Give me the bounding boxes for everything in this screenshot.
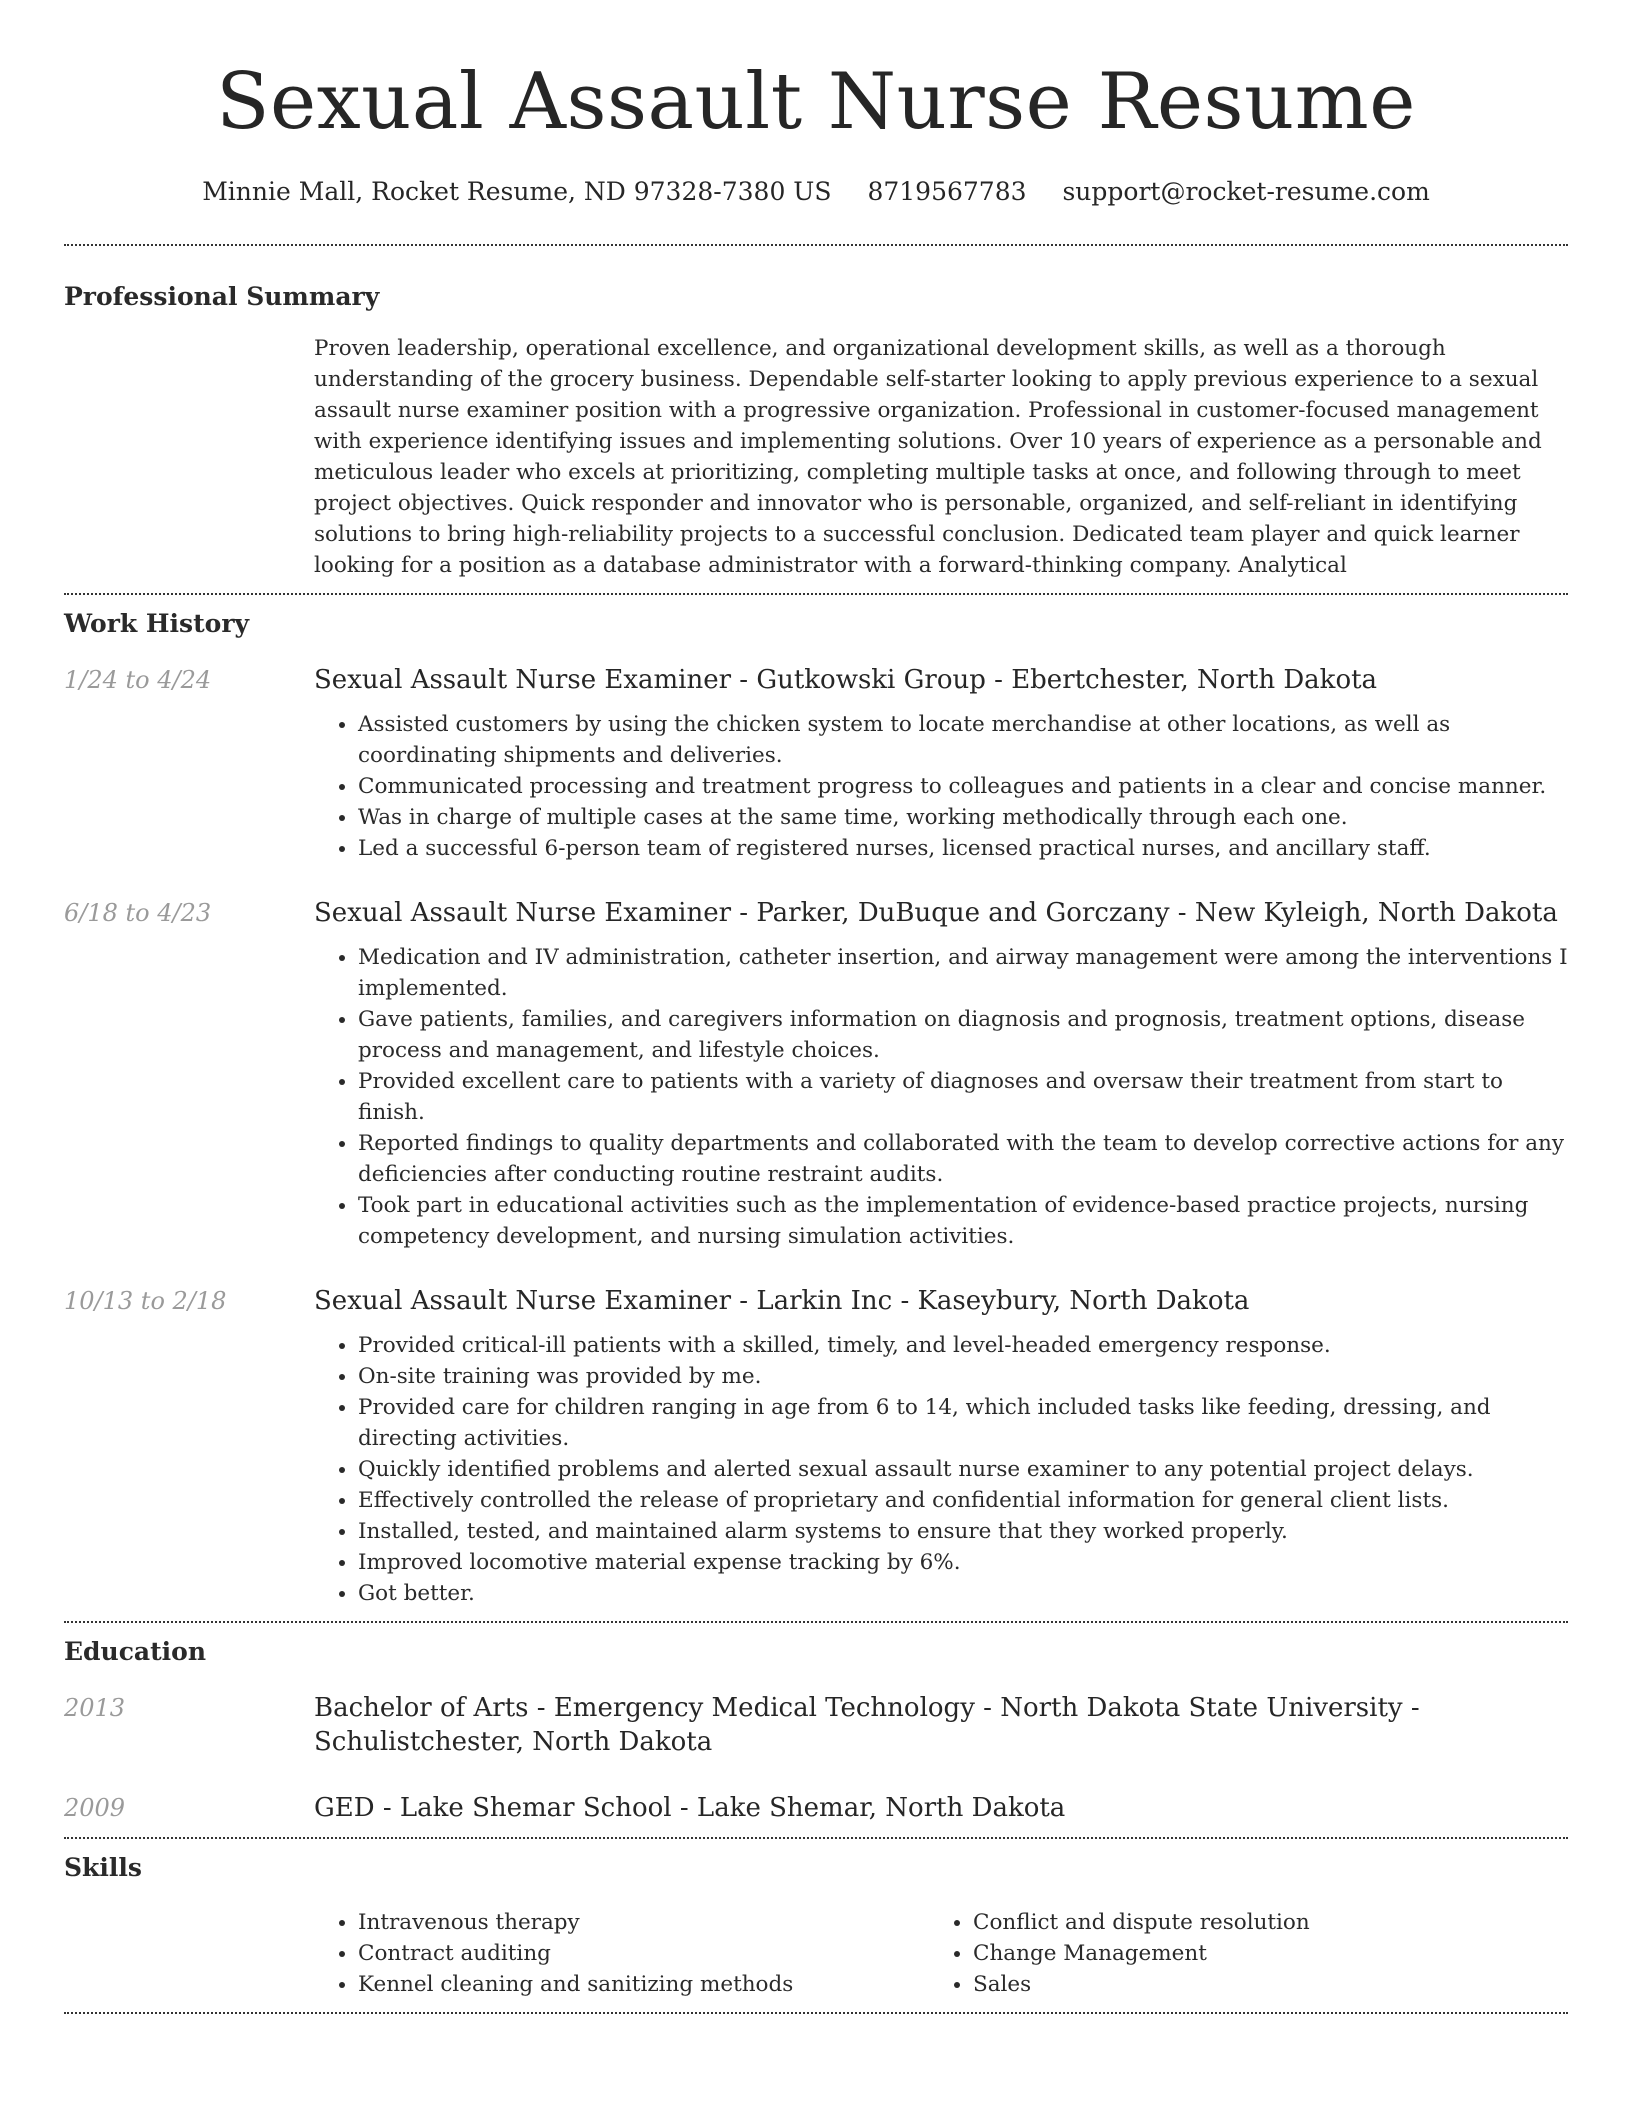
- list-item: • Improved locomotive material expense tracking by 6%.: [358, 1547, 1568, 1578]
- job-dates: 1/24 to 4/24: [64, 666, 212, 694]
- skill-item: • Change Management: [973, 1938, 1544, 1969]
- list-item: • Installed, tested, and maintained alarm systems to ensure that they worked properly.: [358, 1516, 1568, 1547]
- job-title: Sexual Assault Nurse Examiner - Parker, DuBuque and Gorczany - New Kyleigh, North Dakota: [314, 898, 1558, 928]
- education-section: [64, 1623, 1568, 1825]
- education-entry: [64, 1691, 1568, 1759]
- divider: [64, 2012, 1568, 2014]
- job-title: Sexual Assault Nurse Examiner - Gutkowski Group - Ebertchester, North Dakota: [314, 665, 1378, 695]
- education-text: GED - Lake Shemar School - Lake Shemar, North Dakota: [314, 1793, 1066, 1823]
- section-title-education: Education: [64, 1637, 207, 1666]
- list-item: • Provided care for children ranging in age from 6 to 14, which included tasks like feeding, dressing, and directing activities.: [358, 1392, 1568, 1454]
- list-item: • Was in charge of multiple cases at the same time, working methodically through each one.: [358, 802, 1568, 833]
- contact-address: Minnie Mall, Rocket Resume, ND 97328-7380 US: [202, 177, 832, 206]
- job-entry: [64, 1284, 1568, 1609]
- list-item: • Provided critical-ill patients with a skilled, timely, and level-headed emergency response.: [358, 1330, 1568, 1361]
- job-dates: 10/13 to 2/18: [64, 1287, 227, 1315]
- list-item: • Assisted customers by using the chicken system to locate merchandise at other locations, as well as coordinating shipments and deliveries.: [358, 709, 1568, 771]
- list-item: • Effectively controlled the release of proprietary and confidential information for general client lists.: [358, 1485, 1568, 1516]
- job-bullets: [314, 942, 1568, 1252]
- contact-phone: 8719567783: [867, 177, 1027, 206]
- skills-section: [64, 1839, 1568, 2000]
- section-title-summary: Professional Summary: [64, 282, 380, 311]
- list-item: • Took part in educational activities such as the implementation of evidence-based practice projects, nursing competency development, and nursing simulation activities.: [358, 1190, 1568, 1252]
- section-title-skills: Skills: [64, 1853, 142, 1882]
- skill-item: • Conflict and dispute resolution: [973, 1907, 1544, 1938]
- skill-item: • Contract auditing: [358, 1938, 929, 1969]
- education-text: Bachelor of Arts - Emergency Medical Technology - North Dakota State University - Schulistchester, North Dakota: [314, 1693, 1420, 1757]
- education-year: 2013: [64, 1694, 126, 1722]
- list-item: • On-site training was provided by me.: [358, 1361, 1568, 1392]
- list-item: • Gave patients, families, and caregivers information on diagnosis and prognosis, treatment options, disease process and management, and lifestyle choices.: [358, 1004, 1568, 1066]
- list-item: • Provided excellent care to patients with a variety of diagnoses and oversaw their treatment from start to finish.: [358, 1066, 1568, 1128]
- contact-line: [64, 174, 1568, 210]
- skill-item: • Intravenous therapy: [358, 1907, 929, 1938]
- skills-list: [314, 1907, 1568, 2000]
- job-title: Sexual Assault Nurse Examiner - Larkin Inc - Kaseybury, North Dakota: [314, 1286, 1250, 1316]
- education-year: 2009: [64, 1794, 126, 1822]
- list-item: • Reported findings to quality departments and collaborated with the team to develop corrective actions for any deficiencies after conducting routine restraint audits.: [358, 1128, 1568, 1190]
- job-entry: [64, 663, 1568, 864]
- job-bullets: [314, 709, 1568, 864]
- list-item: • Got better.: [358, 1578, 1568, 1609]
- education-entry: [64, 1791, 1568, 1825]
- list-item: • Quickly identified problems and alerted sexual assault nurse examiner to any potential project delays.: [358, 1454, 1568, 1485]
- skill-item: • Kennel cleaning and sanitizing methods: [358, 1969, 929, 2000]
- list-item: • Medication and IV administration, catheter insertion, and airway management were among the interventions I implemented.: [358, 942, 1568, 1004]
- contact-email: support@rocket-resume.com: [1062, 177, 1430, 206]
- job-bullets: [314, 1330, 1568, 1609]
- skill-item: • Sales: [973, 1969, 1544, 2000]
- list-item: • Led a successful 6-person team of registered nurses, licensed practical nurses, and ancillary staff.: [358, 833, 1568, 864]
- job-entry: [64, 896, 1568, 1252]
- job-dates: 6/18 to 4/23: [64, 899, 212, 927]
- work-history-section: [64, 595, 1568, 1609]
- skills-column: [314, 1907, 929, 2000]
- section-title-work-history: Work History: [64, 609, 250, 638]
- skills-column: [929, 1907, 1544, 2000]
- resume-title: Sexual Assault Nurse Resume: [216, 57, 1416, 147]
- list-item: • Communicated processing and treatment progress to colleagues and patients in a clear and concise manner.: [358, 771, 1568, 802]
- summary-section: [64, 246, 1568, 581]
- summary-text: Proven leadership, operational excellence, and organizational development skills, as well as a thorough understanding of the grocery business. Dependable self-starter looking to apply previous experience to a sexual assault nurse examiner position with a progressive organization. Professional in customer-focused management with experience identifying issues and implementing solutions. Over 10 years of experience as a personable and meticulous leader who excels at prioritizing, completing multiple tasks at once, and following through to meet project objectives. Quick responder and innovator who is personable, organized, and self-reliant in identifying solutions to bring high-reliability projects to a successful conclusion. Dedicated team player and quick learner looking for a position as a database administrator with a forward-thinking company. Analytical: [314, 336, 1542, 578]
